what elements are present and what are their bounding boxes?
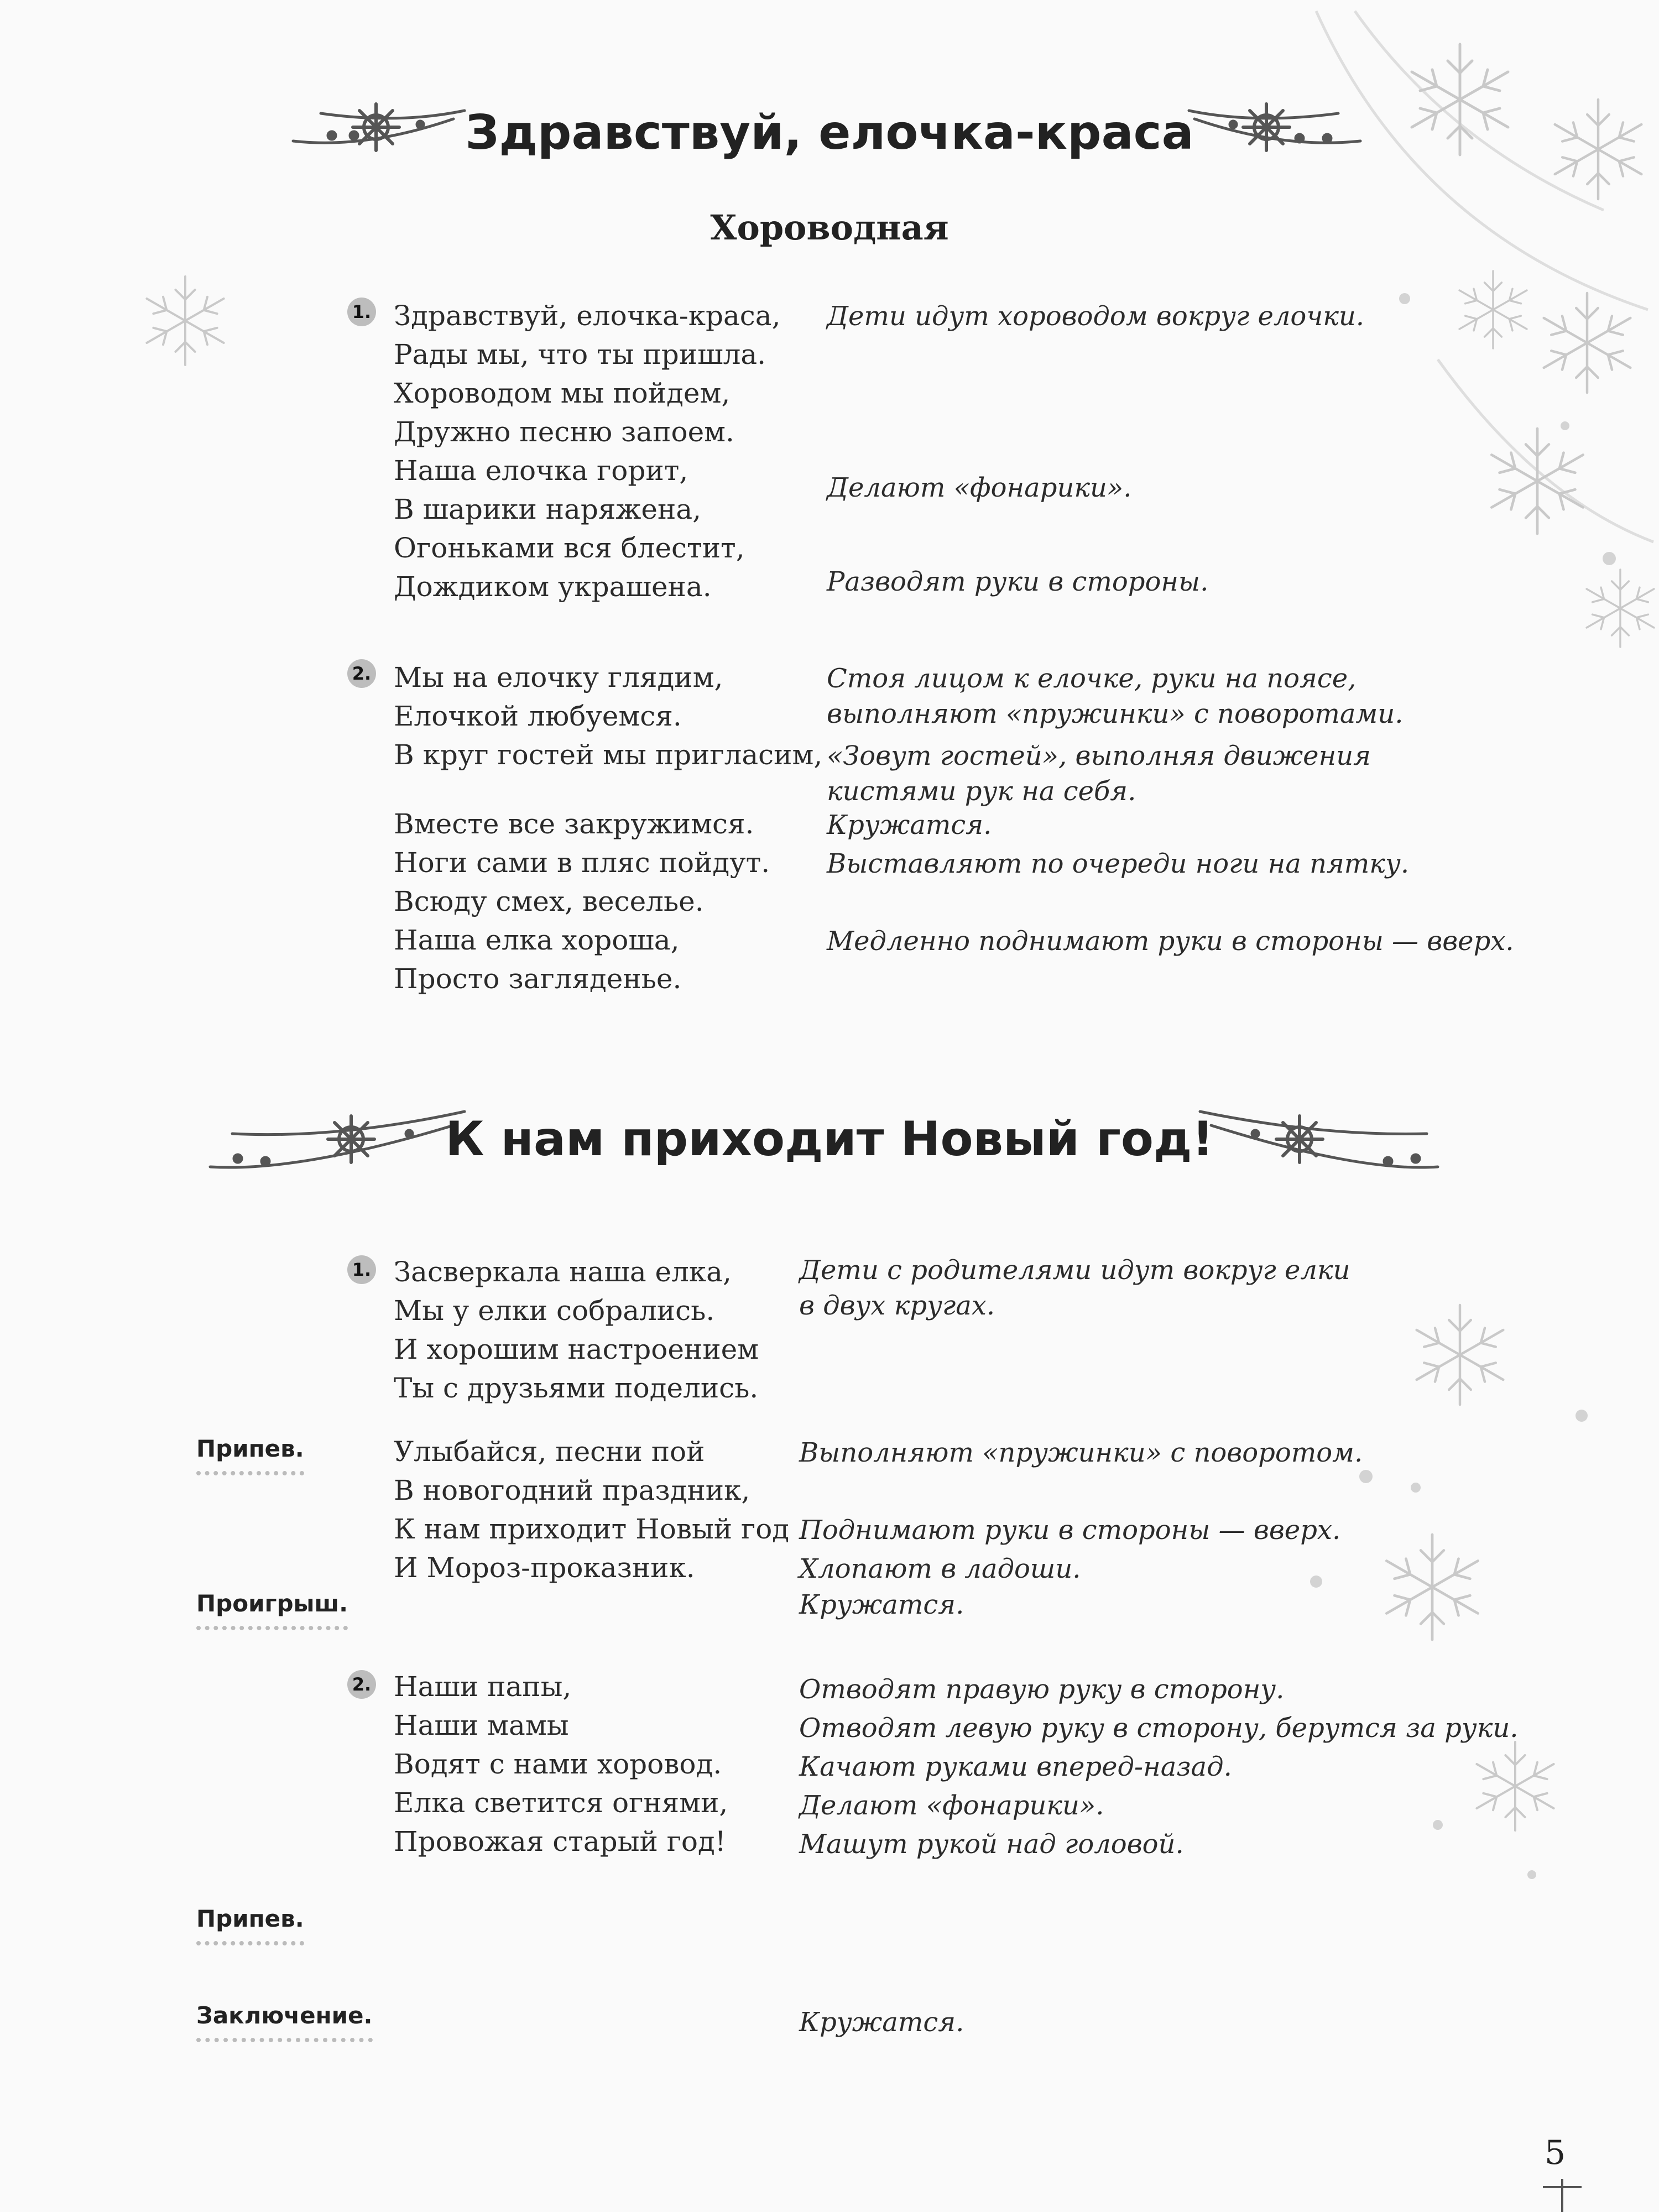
stage-direction: Кружатся.: [799, 2007, 964, 2038]
stage-direction-line: Качают руками вперед-назад.: [799, 1751, 1232, 1782]
stage-direction: [799, 1670, 1519, 1864]
page-number: 5: [1545, 2133, 1566, 2172]
verse-line: Водят с нами хоровод.: [394, 1748, 722, 1780]
verse-lines: [394, 296, 781, 606]
verse-line: Хороводом мы пойдем,: [394, 377, 731, 409]
verse-line: Дождиком украшена.: [394, 571, 712, 603]
song-subtitle: Хороводная: [710, 207, 949, 248]
stage-direction: Разводят руки в стороны.: [827, 566, 1209, 597]
verse-number-badge: 2.: [347, 1670, 376, 1699]
verse-line: Наша елочка горит,: [394, 455, 688, 487]
verse-line: Дружно песню запоем.: [394, 416, 734, 448]
stage-direction: Кружатся.: [799, 1589, 964, 1620]
stage-direction-line: Делают «фонарики».: [799, 1790, 1104, 1821]
section-label-chorus: Припев.: [196, 1435, 304, 1475]
stage-direction-line: выполняют «пружинки» с поворотами.: [827, 698, 1404, 729]
chorus-lines: [394, 1432, 789, 1587]
verse-number-badge: 1.: [347, 298, 376, 326]
verse-line: Вместе все закружимся.: [394, 808, 754, 840]
verse-line: Мы у елки собрались.: [394, 1295, 715, 1327]
stage-direction: [827, 738, 1371, 809]
song-title: К нам приходит Новый год!: [445, 1112, 1214, 1167]
stage-direction: Выполняют «пружинки» с поворотом.: [799, 1437, 1363, 1468]
stage-direction-line: Отводят левую руку в сторону, берутся за руки.: [799, 1713, 1519, 1744]
verse-line: Мы на елочку глядим,: [394, 661, 723, 693]
song-title: Здравствуй, елочка-краса: [465, 105, 1194, 160]
stage-direction: Поднимают руки в стороны — вверх.: [799, 1515, 1341, 1546]
verse-lines: [394, 1253, 759, 1407]
stage-direction: Выставляют по очереди ноги на пятку.: [827, 848, 1410, 879]
verse-lines: [394, 1667, 728, 1861]
stage-direction: Делают «фонарики».: [827, 472, 1132, 503]
verse-line: Наши папы,: [394, 1671, 572, 1703]
chorus-line: К нам приходит Новый год: [394, 1513, 790, 1545]
verse-line: Елочкой любуемся.: [394, 700, 682, 732]
verse-line: Огоньками вся блестит,: [394, 532, 745, 564]
stage-direction-line: Стоя лицом к елочке, руки на поясе,: [827, 663, 1357, 694]
verse-line: Рады мы, что ты пришла.: [394, 338, 766, 371]
chorus-line: Улыбайся, песни пой: [394, 1436, 705, 1468]
verse-line: Ты с друзьями поделись.: [394, 1372, 759, 1404]
chorus-line: В новогодний праздник,: [394, 1474, 750, 1506]
section-label-outro: Заключение.: [196, 2002, 373, 2042]
verse-line: В круг гостей мы пригласим,: [394, 739, 823, 771]
verse-line: Ноги сами в пляс пойдут.: [394, 847, 770, 879]
section-label-interlude: Проигрыш.: [196, 1590, 348, 1630]
stage-direction: [827, 661, 1404, 732]
verse-line: Наши мамы: [394, 1709, 569, 1741]
verse-number-badge: 2.: [347, 659, 376, 688]
verse-lines: [394, 658, 822, 774]
verse-line: Здравствуй, елочка-краса,: [394, 300, 781, 332]
stage-direction: [799, 1253, 1350, 1323]
stage-direction: Кружатся.: [827, 810, 992, 841]
verse-line: Наша елка хороша,: [394, 924, 680, 956]
verse-line: И хорошим настроением: [394, 1333, 759, 1365]
chorus-line: И Мороз-проказник.: [394, 1552, 695, 1584]
stage-direction-line: «Зовут гостей», выполняя движения: [827, 740, 1371, 771]
stage-direction-line: Машут рукой над головой.: [799, 1829, 1184, 1860]
verse-line: Просто загляденье.: [394, 963, 682, 995]
stage-direction: Дети идут хороводом вокруг елочки.: [827, 301, 1365, 332]
verse-line: В шарики наряжена,: [394, 493, 702, 525]
verse-line: Всюду смех, веселье.: [394, 885, 704, 917]
verse-lines: [394, 805, 770, 998]
stage-direction-line: Отводят правую руку в сторону.: [799, 1674, 1285, 1705]
stage-direction-line: кистями рук на себя.: [827, 776, 1136, 807]
section-label-chorus: Припев.: [196, 1905, 304, 1945]
verse-number-badge: 1.: [347, 1255, 376, 1284]
stage-direction: Медленно поднимают руки в стороны — вверх.: [827, 926, 1514, 957]
stage-direction-line: Дети с родителями идут вокруг елки: [799, 1255, 1350, 1286]
verse-line: Засверкала наша елка,: [394, 1256, 732, 1288]
stage-direction: Хлопают в ладоши.: [799, 1553, 1081, 1584]
verse-line: Провожая старый год!: [394, 1825, 726, 1858]
stage-direction-line: в двух кругах.: [799, 1290, 995, 1321]
verse-line: Елка светится огнями,: [394, 1787, 728, 1819]
